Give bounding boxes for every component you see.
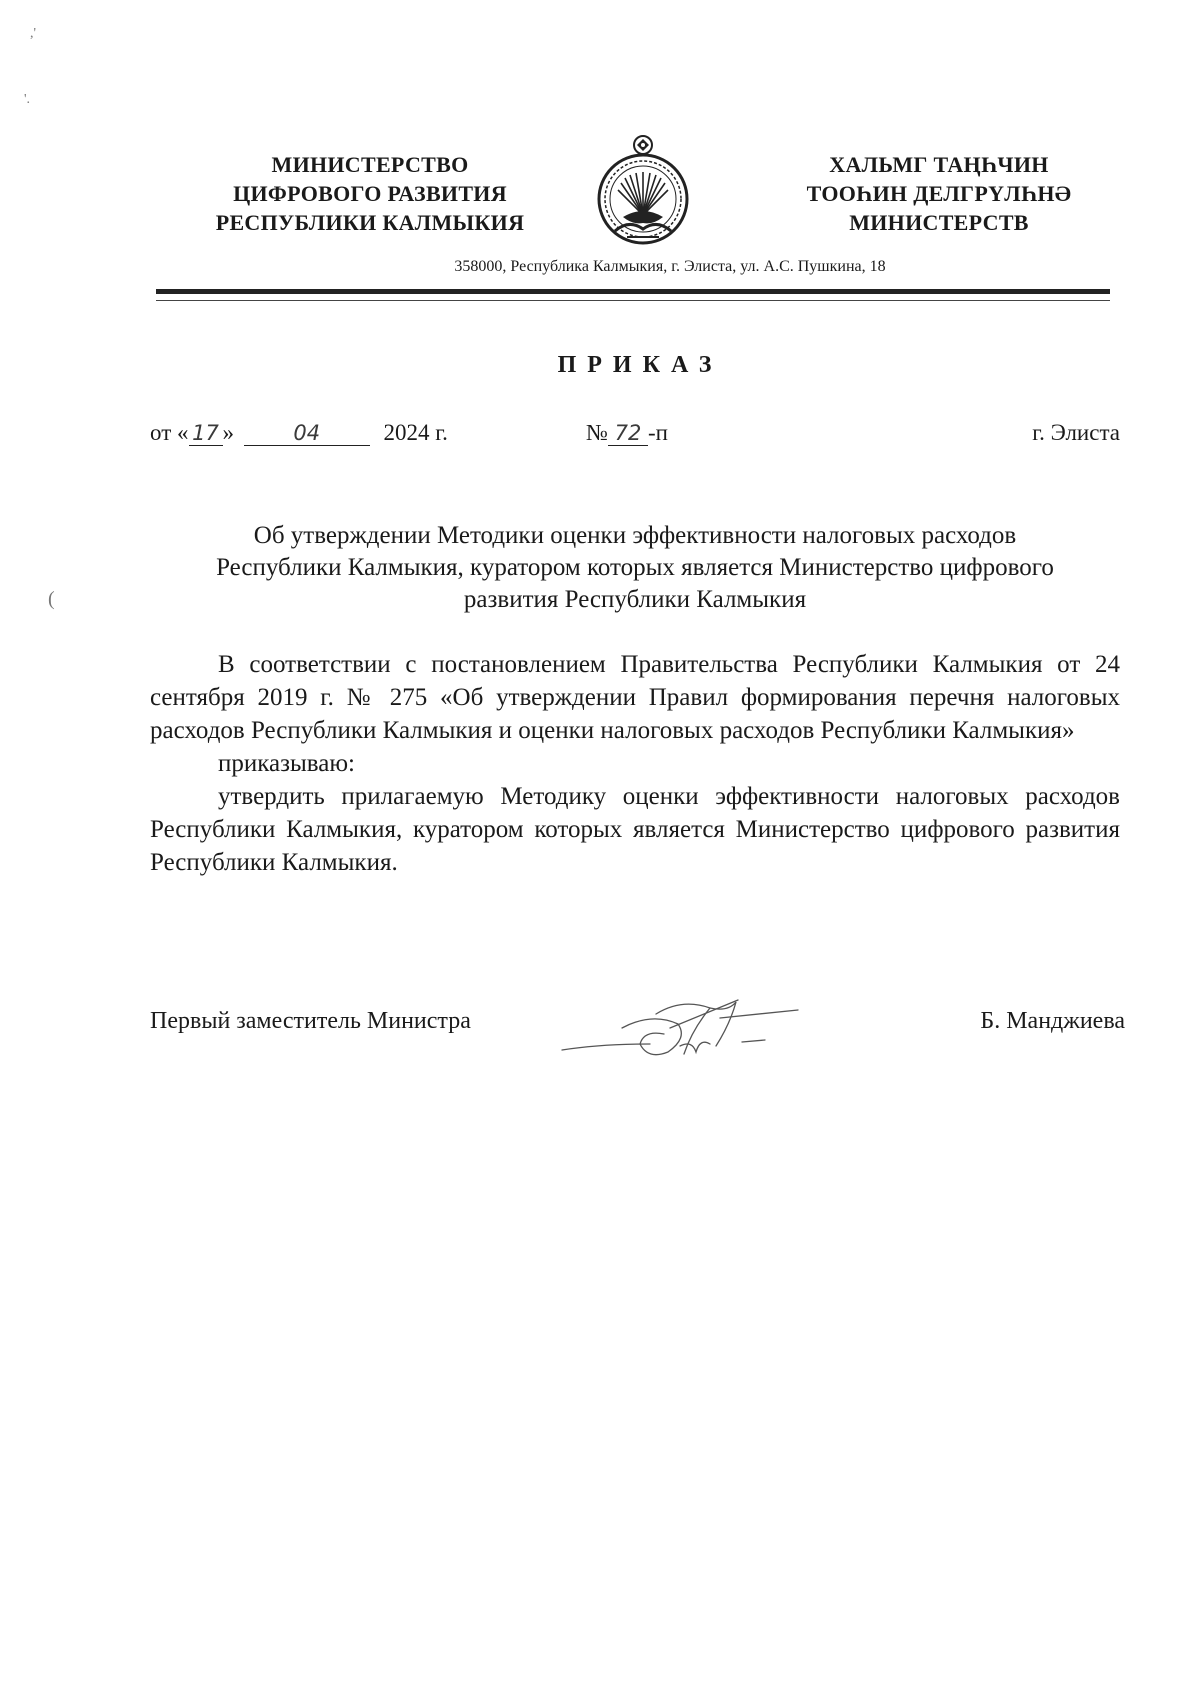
- number-prefix: №: [586, 420, 608, 445]
- number-suffix: -п: [647, 420, 668, 445]
- preamble-paragraph: В соответствии с постановлением Правительства Республики Калмыкия от 24 сентября 2019 г. № 275 «Об утверждении Правил формирования перечня налоговых расходов Республики Калмыкия и оценки налоговых расходов Республики Калмыкия»: [150, 651, 1120, 744]
- date-day: 17: [189, 421, 223, 446]
- order-title: ПРИКАЗ: [557, 352, 723, 378]
- date-month: 04: [244, 421, 370, 446]
- letterhead-rule-thick: [156, 289, 1110, 294]
- ministry-name-line: ТООҺИН ДЕЛГРҮЛҺНӘ: [806, 181, 1072, 206]
- ministry-address: 358000, Республика Калмыкия, г. Элиста, ул. А.С. Пушкина, 18: [454, 258, 886, 275]
- resolution-paragraph: утвердить прилагаемую Методику оценки эффективности налоговых расходов Республики Калмыкия, куратором которых является Министерство цифрового развития Республики Калмыкия.: [150, 783, 1120, 876]
- ministry-name-kalmyk: [769, 150, 1109, 237]
- date-prefix: от «: [150, 420, 189, 445]
- date-year: 2024 г.: [383, 420, 448, 445]
- ministry-name-line: ЦИФРОВОГО РАЗВИТИЯ: [233, 181, 507, 206]
- subject-line: Об утверждении Методики оценки эффективности налоговых расходов: [253, 522, 1017, 549]
- date-field: [150, 420, 448, 446]
- date-separator: »: [222, 420, 234, 445]
- order-number-field: [586, 420, 668, 446]
- handwritten-signature: [560, 978, 800, 1068]
- subject-line: развития Республики Калмыкия: [463, 586, 807, 613]
- coat-of-arms-icon: [593, 133, 693, 247]
- ministry-name-line: ХАЛЬМГ ТАҢҺЧИН: [829, 152, 1049, 177]
- letterhead-rule-thin: [156, 300, 1110, 301]
- scan-speck: ,': [30, 26, 37, 41]
- order-subject: [150, 520, 1120, 616]
- scan-speck: (: [48, 588, 55, 610]
- order-details-line: [150, 420, 1120, 452]
- order-number: 72: [608, 421, 648, 446]
- ministry-name-line: МИНИСТЕРСТВО: [271, 152, 469, 177]
- signatory-name: Б. Манджиева: [980, 1008, 1125, 1034]
- signatory-position: Первый заместитель Министра: [150, 1008, 471, 1034]
- order-city: г. Элиста: [1032, 420, 1120, 445]
- ministry-name-russian: [200, 150, 540, 237]
- ministry-name-line: РЕСПУБЛИКИ КАЛМЫКИЯ: [215, 210, 525, 235]
- scan-speck: '.: [24, 92, 31, 107]
- order-body: [150, 648, 1120, 879]
- subject-line: Республики Калмыкия, куратором которых является Министерство цифрового: [216, 554, 1054, 581]
- ministry-name-line: МИНИСТЕРСТВ: [849, 210, 1029, 235]
- directive-text: приказываю:: [218, 750, 355, 777]
